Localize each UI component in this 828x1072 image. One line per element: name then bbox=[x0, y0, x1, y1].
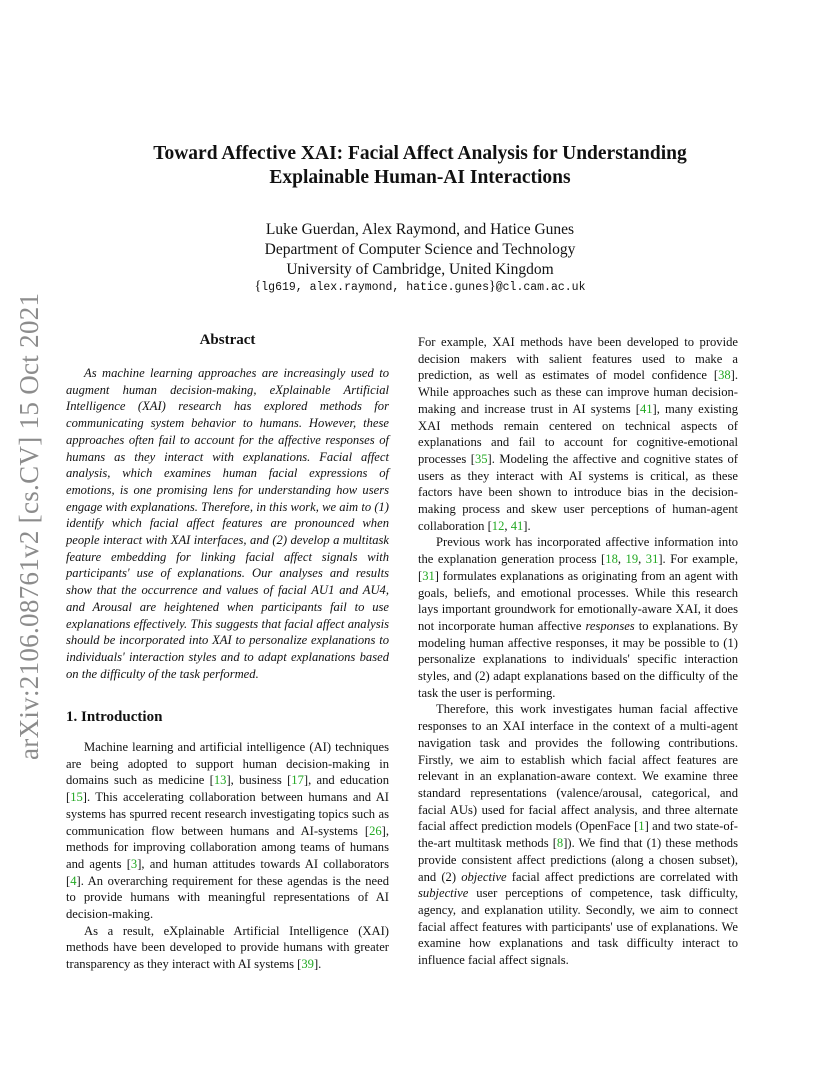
emphasis: responses bbox=[585, 618, 635, 633]
citation-link[interactable]: 35 bbox=[474, 451, 488, 466]
citation-link[interactable]: 15 bbox=[70, 790, 83, 805]
title-line-1: Toward Affective XAI: Facial Affect Analysis for Understanding bbox=[153, 143, 687, 164]
authors: Luke Guerdan, Alex Raymond, and Hatice Gunes bbox=[265, 221, 575, 238]
abstract-heading: Abstract bbox=[199, 332, 256, 348]
title-line-2: Explainable Human-AI Interactions bbox=[269, 167, 571, 188]
section-heading-introduction: 1. Introduction bbox=[66, 709, 163, 725]
abstract bbox=[66, 365, 389, 682]
right-paragraph-2: Previous work has incorporated affective information into the explanation generation process [18, 19, 31]. For example, [31] formulates explanations as originating from an agent with goals, beliefs, and emotional processes. While this research lays important groundwork for emotionally-aware XAI, it does not incorporate human affective responses to explanations. By modeling human affective responses, it may be possible to (1) personalize explanations to individuals' specific interaction styles, and (2) adapt explanations based on the difficulty of the task the user is performing. bbox=[418, 535, 739, 700]
citation-link[interactable]: 8 bbox=[556, 836, 564, 851]
right-column bbox=[418, 334, 738, 969]
intro-paragraph-1: Machine learning and artificial intelligence (AI) techniques are being adopted to support human decision-making in domains such as medicine [13], business [17], and education [15]. This accelerating collaboration between humans and AI systems has spurred recent research investigating topics such as communication flow between humans and AI-systems [26], methods for improving collaboration among teams of humans and agents [3], and human attitudes towards AI collaborators [4]. An overarching requirement for these agendas is the need to provide humans with meaningful representations of AI decision-making. bbox=[66, 740, 389, 922]
citation-link[interactable]: 13 bbox=[213, 773, 227, 788]
intro-paragraph-2: As a result, eXplainable Artificial Intelligence (XAI) methods have been developed to provide humans with greater transparency as they interact with AI systems [39]. bbox=[66, 923, 389, 972]
abstract-text: As machine learning approaches are increasingly used to augment human decision-making, eXplainable Artificial Intelligence (XAI) research has explored methods for communicating system behavior to humans. However, these approaches often fail to account for the affective responses of humans as they interact with explanations. Facial affect analysis, which examines human facial expressions of emotions, is one promising lens for understanding how users engage with explanations. Therefore, in this work, we aim to (1) identify which facial affect features are pronounced when people interact with XAI interfaces, and (2) develop a multitask feature embedding for linking facial affect signals with participants' use of explanations. Our analyses and results show that the occurrence and values of facial AU1 and AU4, and Arousal are heightened when participants fail to use explanations effectively. This suggests that facial affect analysis should be incorporated into XAI to personalize explanations to individuals' interaction styles and to adapt explanations based on the difficulty of the task performed. bbox=[66, 366, 389, 681]
emphasis: objective bbox=[461, 869, 507, 884]
citation-link[interactable]: 38 bbox=[718, 368, 731, 383]
right-paragraph-3: Therefore, this work investigates human facial affective responses to an XAI interface in the context of a multi-agent navigation task and provides the following contributions. Firstly, we aim to establish which facial affect features are relevant in an explanation-aware context. We examine three standard representations (valence/arousal, categorical, and facial AUs) used for facial affect analysis, and three alternate facial affect prediction models (OpenFace [1] and two state-of-the-art multitask methods [8]). We find that (1) these methods provide consistent affect predictions (along a chosen subset), and (2) objective facial affect predictions are correlated with subjective user perceptions of competence, task difficulty, agency, and explanation utility. Secondly, we aim to connect facial affect features with participants' use of explanations. We examine how explanations and task difficulty interact to influence facial affect signals. bbox=[418, 702, 739, 968]
citation-link[interactable]: 12 bbox=[491, 518, 505, 533]
citation-link[interactable]: 31 bbox=[422, 568, 435, 583]
citation-link[interactable]: 18 bbox=[605, 552, 618, 567]
citation-link[interactable]: 19 bbox=[625, 552, 639, 567]
introduction-left-column bbox=[66, 739, 389, 973]
citation-link[interactable]: 4 bbox=[70, 873, 77, 888]
citation-link[interactable]: 3 bbox=[130, 856, 138, 871]
paper-title bbox=[100, 142, 740, 190]
citation-link[interactable]: 41 bbox=[510, 518, 524, 533]
email-domain: @cl.cam.ac.uk bbox=[495, 281, 586, 294]
citation-link[interactable]: 41 bbox=[639, 401, 653, 416]
author-block bbox=[100, 220, 740, 280]
citation-link[interactable]: 31 bbox=[645, 552, 659, 567]
right-paragraph-1: For example, XAI methods have been developed to provide decision makers with salient features used to make a prediction, as well as estimates of model confidence [38]. While approaches such as these can improve human decision-making and increase trust in AI systems [41], many existing XAI methods remain centered on technical aspects of explanations and fail to account for cognitive-emotional processes [35]. Modeling the affective and cognitive states of users as they interact with AI systems is critical, as these factors have been shown to introduce bias in the decision-making process and skew user perceptions of human-agent collaboration [12, 41]. bbox=[418, 335, 738, 533]
university: University of Cambridge, United Kingdom bbox=[286, 261, 554, 278]
citation-link[interactable]: 1 bbox=[638, 819, 645, 834]
citation-link[interactable]: 39 bbox=[301, 957, 314, 972]
citation-link[interactable]: 26 bbox=[369, 823, 382, 838]
emphasis: subjective bbox=[418, 886, 469, 901]
emails: {lg619, alex.raymond, hatice.gunes}@cl.cam.ac.uk bbox=[254, 279, 586, 294]
citation-link[interactable]: 17 bbox=[291, 773, 304, 788]
email-names: lg619, alex.raymond, hatice.gunes bbox=[261, 281, 490, 294]
department: Department of Computer Science and Technology bbox=[264, 241, 576, 258]
arxiv-identifier: arXiv:2106.08761v2 [cs.CV] 15 Oct 2021 bbox=[14, 292, 44, 760]
